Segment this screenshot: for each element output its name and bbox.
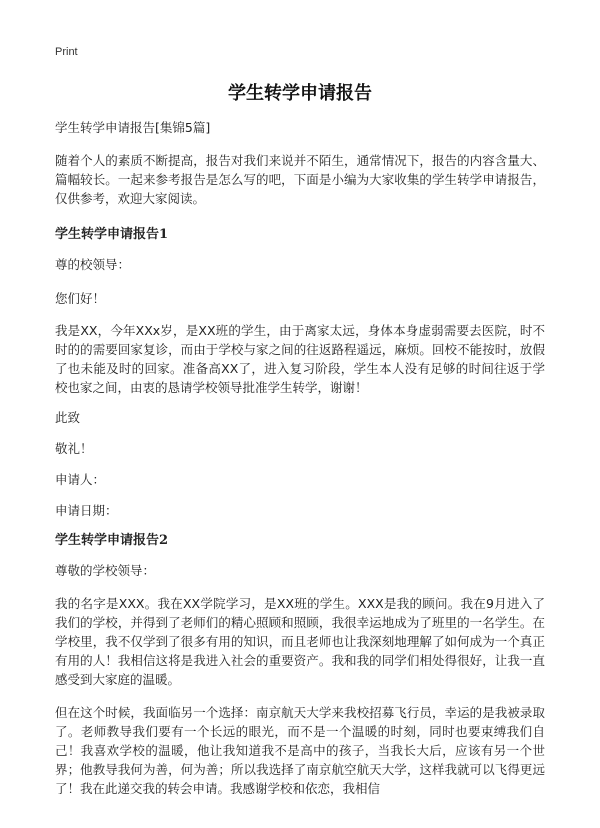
greeting-1: 尊的校领导：: [55, 257, 131, 272]
section-heading-2: 学生转学申请报告2: [55, 533, 169, 548]
section-heading-1: 学生转学申请报告1: [55, 227, 169, 242]
body-paragraph-3: 但在这个时候，我面临另一个选择：南京航天大学来我校招募飞行员，幸运的是我被录取了。老师教导我们要有一个长远的眼光，而不是一个温暖的时刻，同时也要束缚我们自己！我喜欢学校的温暖，他让我知道我不是高中的孩子，当我长大后，应该有另一个世界；他教导我何为善，何为善；所以我选择了南京航空航天大学，这样我就可以飞得更远了！我在此递交我的转会申请。我感谢学校和依恋，我相信: [55, 705, 545, 796]
closing-line-1: 此致: [55, 410, 81, 425]
document-subtitle: 学生转学申请报告[集锦5篇]: [55, 120, 211, 135]
date-line: 申请日期：: [55, 503, 118, 518]
greeting-2: 尊敬的学校领导：: [55, 563, 156, 578]
hello-line: 您们好！: [55, 291, 106, 306]
body-paragraph-2: 我的名字是XXX。我在XX学院学习，是XX班的学生。XXX是我的顾问。我在9月进入了我们的学校，并得到了老师们的精心照顾和照顾，我很幸运地成为了班里的一名学生。在学校里，我不仅学到了很多有用的知识，而且老师也让我深刻地理解了如何成为一个真正有用的人！我相信这将是我进入社会的重要资产。我和我的同学们相处得很好，让我一直感受到大家庭的温暖。: [55, 596, 545, 687]
print-link[interactable]: Print: [55, 46, 78, 58]
intro-paragraph: 随着个人的素质不断提高，报告对我们来说并不陌生，通常情况下，报告的内容含量大、篇幅较长。一起来参考报告是怎么写的吧，下面是小编为大家收集的学生转学申请报告，仅供参考，欢迎大家阅读。: [55, 153, 545, 206]
page-title: 学生转学申请报告: [228, 83, 372, 104]
closing-line-2: 敬礼！: [55, 441, 93, 456]
document-body: [55, 118, 545, 798]
body-paragraph-1: 我是XX，今年XXx岁，是XX班的学生，由于离家太远，身体本身虚弱需要去医院，时不时的的需要回家复诊，而由于学校与家之间的往返路程遥远，麻烦。回校不能按时，放假了也未能及时的回家。准备高XX了，进入复习阶段，学生本人没有足够的时间往返于学校也家之间，由衷的恳请学校领导批准学生转学，谢谢！: [55, 323, 545, 395]
applicant-line: 申请人：: [55, 472, 106, 487]
